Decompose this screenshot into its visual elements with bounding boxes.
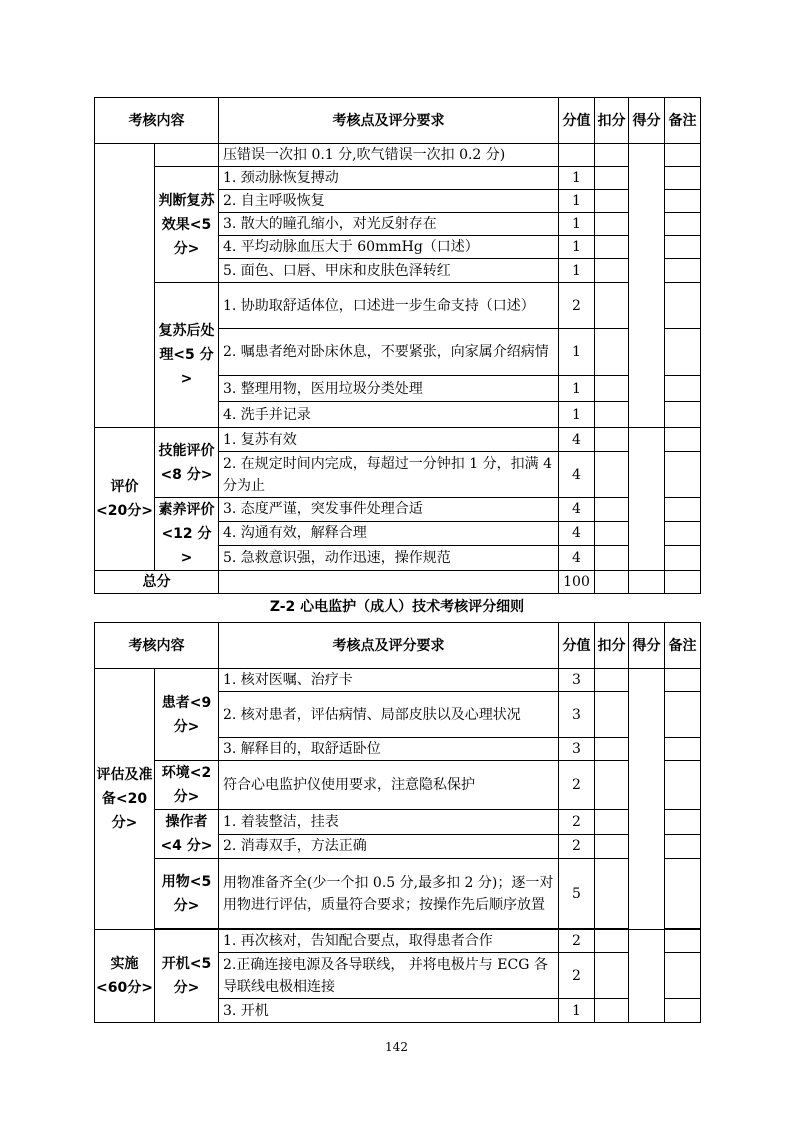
deduct-cell — [595, 521, 629, 545]
item-text: 1. 核对医嘱、治疗卡 — [219, 669, 559, 692]
category-after-recovery: 复苏后处理<5 分> — [155, 283, 219, 428]
category-evaluation: 评价<20分> — [95, 428, 155, 571]
got-cell — [629, 930, 665, 1023]
item-score: 1 — [559, 999, 595, 1023]
remark-cell — [665, 953, 701, 999]
deduct-cell — [595, 999, 629, 1023]
deduct-cell — [595, 144, 629, 167]
item-score: 4 — [559, 452, 595, 498]
remark-cell — [665, 834, 701, 859]
item-text: 2. 消毒双手，方法正确 — [219, 834, 559, 859]
deduct-cell — [595, 167, 629, 190]
item-text: 1. 着装整洁，挂表 — [219, 810, 559, 835]
remark-cell — [665, 545, 701, 570]
item-score: 5 — [559, 859, 595, 929]
remark-cell — [665, 329, 701, 376]
table-row — [95, 859, 701, 929]
remark-cell — [665, 669, 701, 692]
remark-cell — [665, 999, 701, 1023]
item-text: 2. 核对患者，评估病情、局部皮肤以及心理状况 — [219, 692, 559, 738]
item-score: 4 — [559, 428, 595, 452]
got-cell — [629, 571, 665, 594]
item-score: 1 — [559, 376, 595, 402]
table-row — [95, 810, 701, 835]
deduct-cell — [595, 545, 629, 570]
category-operator: 操作者<4 分> — [155, 810, 219, 859]
item-score: 4 — [559, 545, 595, 570]
content-blank-cell — [95, 144, 155, 428]
item-text: 2. 在规定时间内完成，每超过一分钟扣 1 分，扣满 4 分为止 — [219, 452, 559, 498]
item-score: 4 — [559, 498, 595, 522]
section-title: Z-2 心电监护（成人）技术考核评分细则 — [269, 599, 525, 615]
table-row — [95, 669, 701, 692]
remark-cell — [665, 738, 701, 761]
header-points: 考核点及评分要求 — [219, 98, 559, 144]
item-text: 2.正确连接电源及各导联线， 并将电极片与 ECG 各导联线电极相连接 — [219, 953, 559, 999]
got-cell — [629, 144, 665, 428]
category-assess-prepare: 评估及准备<20分> — [95, 669, 155, 930]
deduct-cell — [595, 859, 629, 929]
item-text: 3. 开机 — [219, 999, 559, 1023]
category-implementation: 实施<60分> — [95, 930, 155, 1023]
deduct-cell — [595, 834, 629, 859]
item-text: 2. 嘱患者绝对卧床休息，不要紧张，向家属介绍病情 — [219, 329, 559, 376]
item-score: 1 — [559, 167, 595, 190]
item-score: 1 — [559, 259, 595, 283]
category-environment: 环境<2 分> — [155, 761, 219, 810]
total-blank — [219, 571, 559, 594]
header-remark: 备注 — [665, 623, 701, 669]
score-table-2 — [94, 622, 701, 1023]
top-note: 压错误一次扣 0.1 分,吹气错误一次扣 0.2 分) — [219, 144, 559, 167]
item-score: 3 — [559, 669, 595, 692]
table-row — [95, 761, 701, 810]
deduct-cell — [595, 498, 629, 522]
score-table-1 — [94, 97, 701, 594]
item-score: 2 — [559, 930, 595, 953]
remark-cell — [665, 521, 701, 545]
deduct-cell — [595, 376, 629, 402]
item-score: 1 — [559, 236, 595, 259]
deduct-cell — [595, 452, 629, 498]
category-skill-eval: 技能评价<8 分> — [155, 428, 219, 498]
remark-cell — [665, 452, 701, 498]
page-number: 142 — [385, 1040, 408, 1054]
item-text: 1. 再次核对，告知配合要点，取得患者合作 — [219, 930, 559, 953]
table-row — [95, 144, 701, 167]
remark-cell — [665, 236, 701, 259]
deduct-cell — [595, 402, 629, 428]
category-power-on: 开机<5 分> — [155, 930, 219, 1023]
table-row — [95, 498, 701, 522]
item-text: 用物准备齐全(少一个扣 0.5 分,最多扣 2 分)；逐一对用物进行评估，质量符合要求；按操作先后顺序放置 — [219, 859, 559, 929]
deduct-cell — [595, 283, 629, 329]
item-text: 3. 解释目的，取舒适卧位 — [219, 738, 559, 761]
item-score: 2 — [559, 761, 595, 810]
deduct-cell — [595, 761, 629, 810]
deduct-cell — [595, 259, 629, 283]
header-deduct: 扣分 — [595, 623, 629, 669]
item-text: 4. 平均动脉血压大于 60mmHg（口述） — [219, 236, 559, 259]
got-cell — [629, 428, 665, 571]
remark-cell — [665, 761, 701, 810]
remark-cell — [665, 283, 701, 329]
item-text: 2. 自主呼吸恢复 — [219, 190, 559, 213]
item-text: 5. 急救意识强，动作迅速，操作规范 — [219, 545, 559, 570]
remark-cell — [665, 859, 701, 929]
category-judge-recovery: 判断复苏效果<5 分> — [155, 167, 219, 283]
item-score: 3 — [559, 738, 595, 761]
item-text: 1. 协助取舒适体位，口述进一步生命支持（口述） — [219, 283, 559, 329]
header-got: 得分 — [629, 623, 665, 669]
remark-cell — [665, 376, 701, 402]
item-score: 1 — [559, 190, 595, 213]
remark-cell — [665, 692, 701, 738]
header-content: 考核内容 — [95, 623, 219, 669]
item-text: 4. 沟通有效，解释合理 — [219, 521, 559, 545]
item-text: 1. 颈动脉恢复搏动 — [219, 167, 559, 190]
deduct-cell — [595, 692, 629, 738]
remark-cell — [665, 930, 701, 953]
item-score: 2 — [559, 834, 595, 859]
item-text: 5. 面色、口唇、甲床和皮肤色泽转红 — [219, 259, 559, 283]
table-row — [95, 428, 701, 452]
remark-cell — [665, 571, 701, 594]
table-header-row — [95, 98, 701, 144]
remark-cell — [665, 144, 701, 167]
item-score: 2 — [559, 953, 595, 999]
deduct-cell — [595, 236, 629, 259]
item-text: 1. 复苏有效 — [219, 428, 559, 452]
deduct-cell — [595, 953, 629, 999]
category-supplies: 用物<5 分> — [155, 859, 219, 929]
deduct-cell — [595, 738, 629, 761]
deduct-cell — [595, 213, 629, 236]
deduct-cell — [595, 190, 629, 213]
item-score: 1 — [559, 402, 595, 428]
content-blank-cell — [155, 144, 219, 167]
table-row — [95, 283, 701, 329]
remark-cell — [665, 190, 701, 213]
table-row — [95, 930, 701, 953]
item-text: 3. 散大的瞳孔缩小，对光反射存在 — [219, 213, 559, 236]
remark-cell — [665, 498, 701, 522]
header-content: 考核内容 — [95, 98, 219, 144]
header-score: 分值 — [559, 98, 595, 144]
item-text: 3. 整理用物，医用垃圾分类处理 — [219, 376, 559, 402]
total-score: 100 — [559, 571, 595, 594]
header-points: 考核点及评分要求 — [219, 623, 559, 669]
remark-cell — [665, 167, 701, 190]
category-quality-eval: 素养评价<12 分> — [155, 498, 219, 571]
remark-cell — [665, 428, 701, 452]
header-score: 分值 — [559, 623, 595, 669]
table-header-row — [95, 623, 701, 669]
item-score: 1 — [559, 213, 595, 236]
remark-cell — [665, 402, 701, 428]
deduct-cell — [595, 930, 629, 953]
deduct-cell — [595, 810, 629, 835]
total-row — [95, 571, 701, 594]
table-row — [95, 167, 701, 190]
category-patient: 患者<9 分> — [155, 669, 219, 761]
item-score: 3 — [559, 692, 595, 738]
remark-cell — [665, 810, 701, 835]
header-remark: 备注 — [665, 98, 701, 144]
remark-cell — [665, 259, 701, 283]
deduct-cell — [595, 428, 629, 452]
remark-cell — [665, 213, 701, 236]
item-score: 4 — [559, 521, 595, 545]
item-score: 1 — [559, 329, 595, 376]
total-label: 总分 — [95, 571, 219, 594]
deduct-cell — [595, 329, 629, 376]
got-cell — [629, 669, 665, 930]
header-got: 得分 — [629, 98, 665, 144]
deduct-cell — [595, 571, 629, 594]
item-score: 2 — [559, 283, 595, 329]
score-cell — [559, 144, 595, 167]
deduct-cell — [595, 669, 629, 692]
item-text: 3. 态度严谨，突发事件处理合适 — [219, 498, 559, 522]
item-text: 4. 洗手并记录 — [219, 402, 559, 428]
item-text: 符合心电监护仪使用要求，注意隐私保护 — [219, 761, 559, 810]
item-score: 2 — [559, 810, 595, 835]
header-deduct: 扣分 — [595, 98, 629, 144]
